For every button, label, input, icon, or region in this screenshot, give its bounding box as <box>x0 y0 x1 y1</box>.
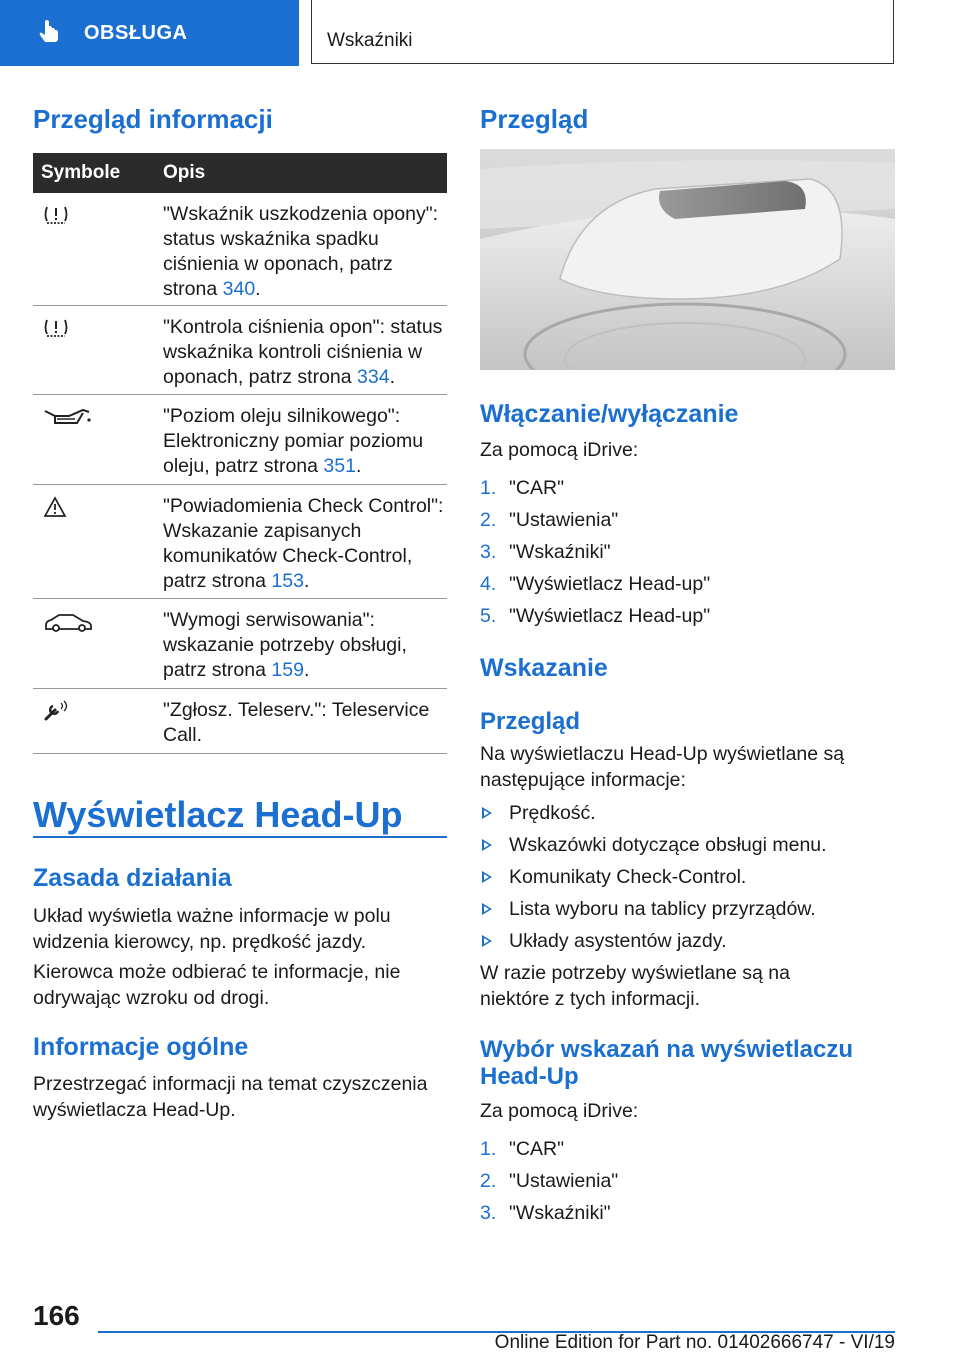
principle-title: Zasada działania <box>33 864 232 892</box>
symbols-table <box>33 153 447 754</box>
onoff-intro: Za pomocą iDrive: <box>480 439 639 461</box>
list-item: Układy asystentów jazdy. <box>480 928 895 954</box>
list-item: Prędkość. <box>480 800 895 826</box>
page-link[interactable]: 153 <box>271 570 304 592</box>
bullet-triangle-icon <box>482 935 492 947</box>
hud-unit-illustration <box>480 149 895 370</box>
general-info-paragraph: Przestrzegać informacji na temat czyszczenia wyświetlacza Head-Up. <box>33 1073 428 1121</box>
table-row: "Kontrola ciśnienia opon": status wskaźnika kontroli ciśnienia w oponach, patrz strona 334. <box>33 306 447 395</box>
list-item: 2. "Ustawienia" <box>480 1170 619 1192</box>
select-steps <box>480 1136 895 1232</box>
row-text: "Wskaźnik uszkodzenia opony": status wskaźnika spadku ciśnienia w oponach, patrz strona <box>163 203 439 300</box>
row-text: "Zgłosz. Teleserv.": Teleservice Call. <box>163 699 430 746</box>
onoff-steps <box>480 475 895 635</box>
overview-info-title: Przegląd informacji <box>33 104 273 134</box>
list-item: 1. "CAR" <box>480 1138 565 1160</box>
display-intro: Na wyświetlaczu Head-Up wyświetlane są następujące informacje: <box>480 743 845 791</box>
wrench-signal-icon <box>43 700 69 722</box>
display-subtitle: Przegląd <box>480 708 581 735</box>
row-text: "Kontrola ciśnienia opon": status wskaźnika kontroli ciśnienia w oponach, patrz strona <box>163 316 443 388</box>
display-items <box>480 800 895 960</box>
page-link[interactable]: 340 <box>222 278 256 300</box>
table-row: "Poziom oleju silnikowego": Elektroniczny pomiar poziomu oleju, patrz strona 351. <box>33 395 447 485</box>
table-row: "Wskaźnik uszkodzenia opony": status wskaźnika spadku ciśnienia w oponach, patrz strona 340. <box>33 193 447 306</box>
list-item: 1. "CAR" <box>480 477 565 499</box>
breadcrumb-label: Wskaźniki <box>327 30 413 51</box>
bullet-triangle-icon <box>482 839 492 851</box>
car-service-icon <box>43 610 95 634</box>
bullet-triangle-icon <box>482 871 492 883</box>
hud-photo <box>480 149 895 370</box>
list-item: 5. "Wyświetlacz Head-up" <box>480 605 711 627</box>
col-header-symbols: Symbole <box>41 162 121 183</box>
select-title: Wybór wskazań na wyświetlaczu Head-Up <box>480 1036 854 1090</box>
table-row: "Powiadomienia Check Control": Wskazanie zapisanych komunikatów Check-Control, patrz strona 153. <box>33 485 447 599</box>
overview-title: Przegląd <box>480 104 589 134</box>
select-intro: Za pomocą iDrive: <box>480 1100 639 1122</box>
display-note: W razie potrzeby wyświetlane są na niektóre z tych informacji. <box>480 962 790 1010</box>
page-link[interactable]: 351 <box>323 455 356 477</box>
page-number: 166 <box>33 1300 80 1331</box>
breadcrumb <box>311 0 894 64</box>
row-text: "Wymogi serwisowania": wskazanie potrzeby obsługi, patrz strona <box>163 609 407 681</box>
list-item: Komunikaty Check-Control. <box>480 864 895 890</box>
general-info-title: Informacje ogólne <box>33 1033 249 1061</box>
edition-label: Online Edition for Part no. 01402666747 - VI/19 <box>494 1332 895 1353</box>
section-tab[interactable] <box>0 0 299 66</box>
row-text: "Poziom oleju silnikowego": Elektroniczny pomiar poziomu oleju, patrz strona <box>163 405 424 477</box>
warning-triangle-icon <box>43 496 67 518</box>
display-title: Wskazanie <box>480 654 608 682</box>
list-item: 3. "Wskaźniki" <box>480 541 611 563</box>
table-header <box>33 153 447 193</box>
list-item: 3. "Wskaźniki" <box>480 1202 611 1224</box>
section-divider <box>33 836 447 838</box>
page-link[interactable]: 334 <box>357 366 390 388</box>
row-text: "Powiadomienia Check Control": Wskazanie zapisanych komunikatów Check-Control, patrz strona <box>163 495 444 592</box>
bullet-triangle-icon <box>482 807 492 819</box>
onoff-title: Włączanie/wyłączanie <box>480 400 739 428</box>
oil-can-icon <box>43 406 95 428</box>
tire-pressure-warning-icon <box>43 204 69 226</box>
principle-paragraph-2: Kierowca może odbierać te informacje, nie odrywając wzroku od drogi. <box>33 961 401 1009</box>
tire-pressure-monitor-icon <box>43 317 69 339</box>
hand-pointer-icon <box>36 20 62 46</box>
bullet-triangle-icon <box>482 903 492 915</box>
hud-section-title: Wyświetlacz Head-Up <box>33 794 403 835</box>
page-link[interactable]: 159 <box>271 659 304 681</box>
list-item: 2. "Ustawienia" <box>480 509 619 531</box>
table-row <box>33 689 447 754</box>
table-row: "Wymogi serwisowania": wskazanie potrzeby obsługi, patrz strona 159. <box>33 599 447 689</box>
list-item: Lista wyboru na tablicy przyrządów. <box>480 896 895 922</box>
list-item: Wskazówki dotyczące obsługi menu. <box>480 832 895 858</box>
col-header-description: Opis <box>163 162 206 183</box>
principle-paragraph-1: Układ wyświetla ważne informacje w polu widzenia kierowcy, np. prędkość jazdy. <box>33 905 391 953</box>
list-item: 4. "Wyświetlacz Head-up" <box>480 573 711 595</box>
section-label: OBSŁUGA <box>84 21 188 44</box>
